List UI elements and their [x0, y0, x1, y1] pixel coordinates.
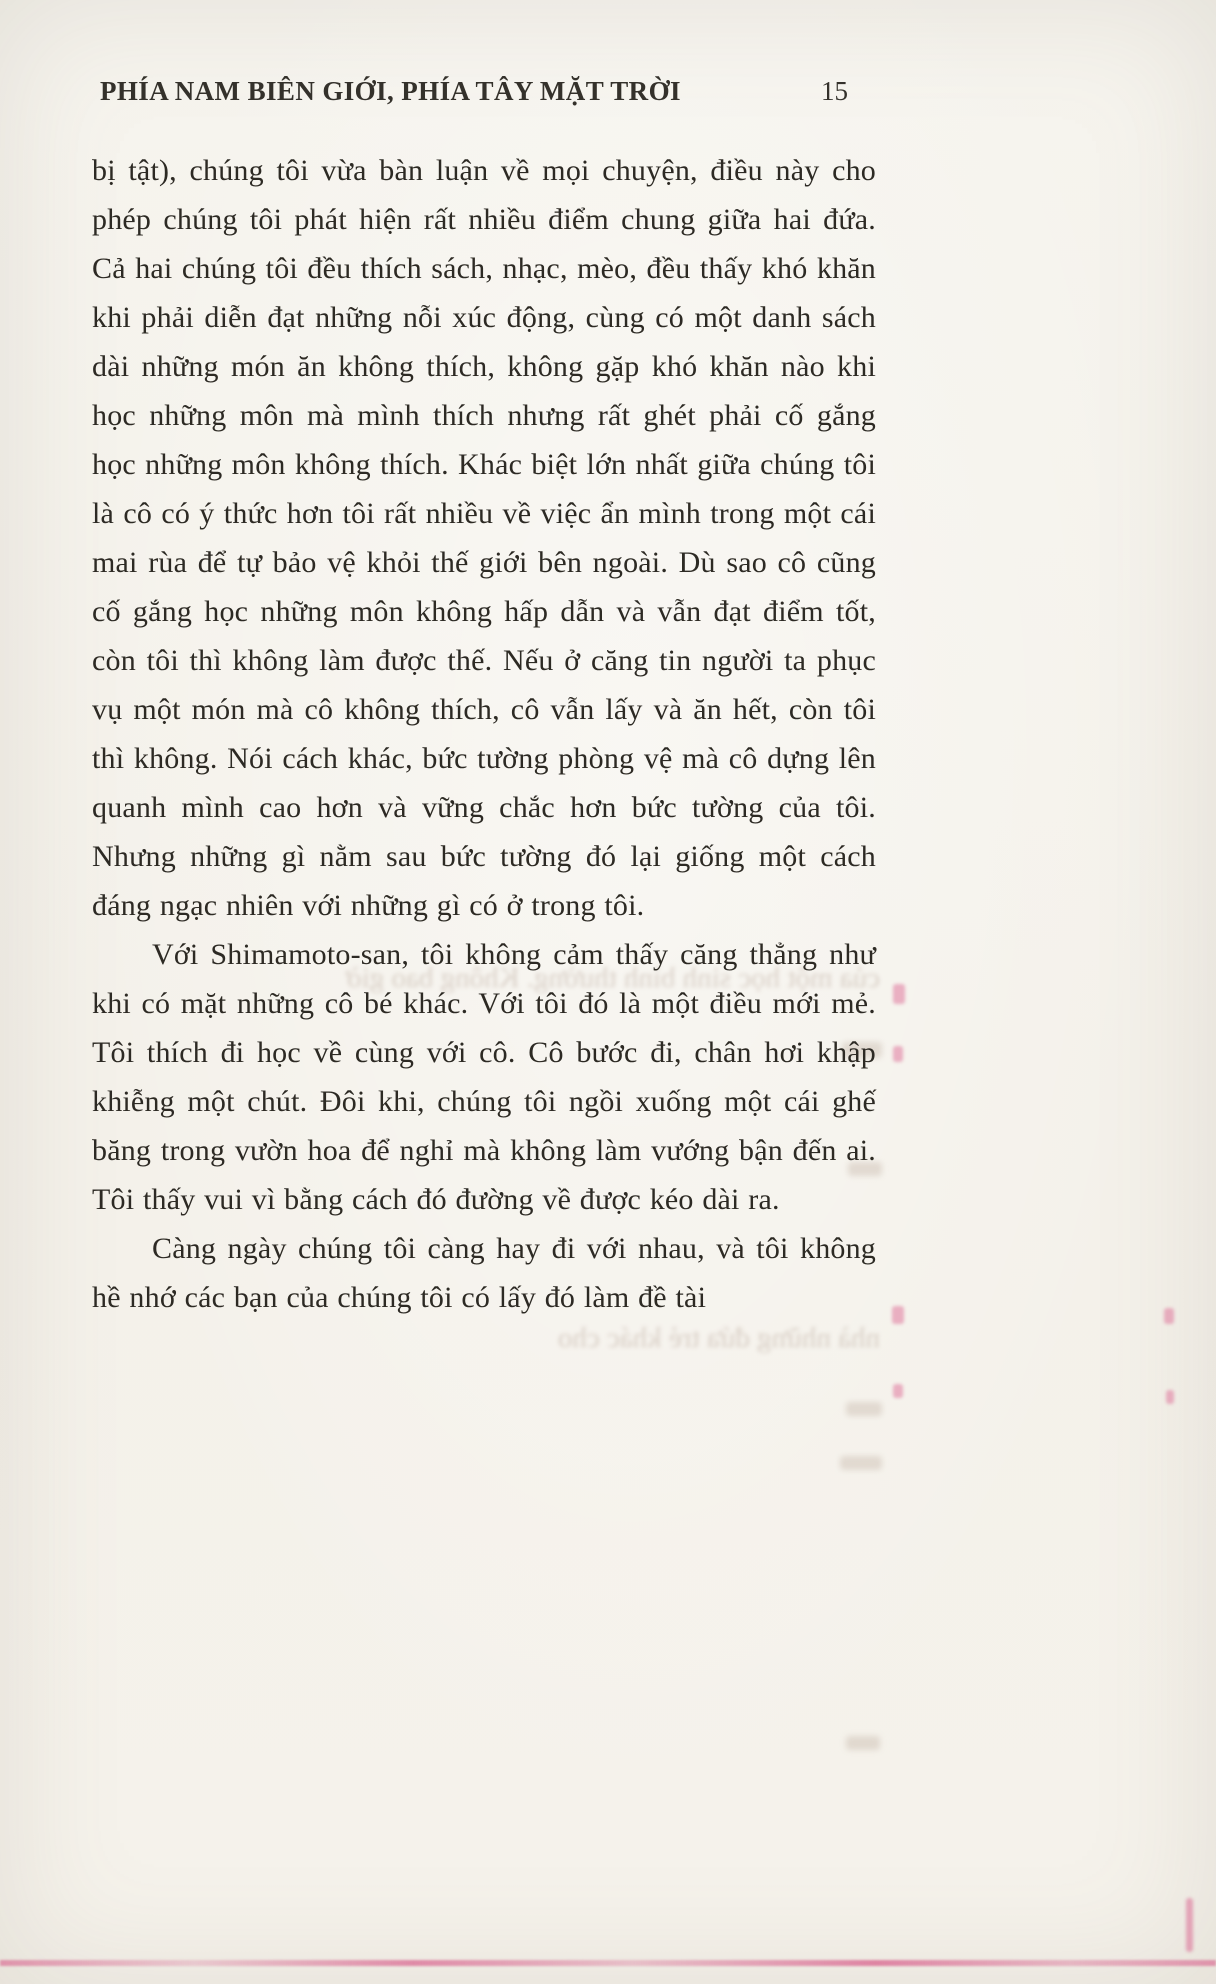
paragraph-1: bị tật), chúng tôi vừa bàn luận về mọi chuyện, điều này cho phép chúng tôi phát hiện rất nhiều điểm chung giữa hai đứa. Cả hai chúng tôi đều thích sách, nhạc, mèo, đều thấy khó khăn khi phải diễn đạt những nỗi xúc động, cùng có một danh sách dài những món ăn không thích, không gặp khó khăn nào khi học những môn mà mình thích nhưng rất ghét phải cố gắng học những môn không thích. Khác biệt lớn nhất giữa chúng tôi là cô có ý thức hơn tôi rất nhiều về việc ẩn mình trong một cái mai rùa để tự bảo vệ khỏi thế giới bên ngoài. Dù sao cô cũng cố gắng học những môn không hấp dẫn và vẫn đạt điểm tốt, còn tôi thì không làm được thế. Nếu ở căng tin người ta phục vụ một món mà cô không thích, cô vẫn lấy và ăn hết, còn tôi thì không. Nói cách khác, bức tường phòng vệ mà cô dựng lên quanh mình cao hơn và vững chắc hơn bức tường của tôi. Nhưng những gì nằm sau bức tường đó lại giống một cách đáng ngạc nhiên với những gì có ở trong tôi.	[92, 154, 876, 922]
running-title: PHÍA NAM BIÊN GIỚI, PHÍA TÂY MẶT TRỜI	[100, 76, 681, 106]
pink-margin-mark	[893, 1046, 903, 1062]
bleed-smudge	[840, 1456, 882, 1470]
paragraph-3: Càng ngày chúng tôi càng hay đi với nhau, và tôi không hề nhớ các bạn của chúng tôi có lấy đó làm đề tài	[92, 1232, 876, 1314]
pink-margin-mark	[893, 984, 905, 1004]
bleed-smudge	[846, 1402, 882, 1416]
bleed-through-text: của một học sinh bình thường. Không bao giờ	[346, 962, 880, 994]
pink-margin-mark	[893, 1384, 903, 1398]
bleed-smudge	[846, 1736, 880, 1750]
pink-margin-mark	[892, 1306, 904, 1324]
paragraph-2: Với Shimamoto-san, tôi không cảm thấy căng thẳng như khi có mặt những cô bé khác. Với tôi đó là một điều mới mẻ. Tôi thích đi học về cùng với cô. Cô bước đi, chân hơi khập khiễng một chút. Đôi khi, chúng tôi ngồi xuống một cái ghế băng trong vườn hoa để nghỉ mà không làm vướng bận đến ai. Tôi thấy vui vì bằng cách đó đường về được kéo dài ra.	[92, 938, 876, 1216]
pink-margin-mark	[1166, 1390, 1174, 1404]
page-number: 15	[821, 76, 848, 106]
pink-edge-streak	[1186, 1898, 1193, 1952]
running-header	[100, 76, 848, 107]
page-body	[92, 146, 876, 1322]
bleed-through-text: nhà những đứa trẻ khác cho	[557, 1322, 880, 1354]
pink-bottom-scan-line	[0, 1960, 1216, 1966]
pink-margin-mark	[1164, 1308, 1174, 1324]
